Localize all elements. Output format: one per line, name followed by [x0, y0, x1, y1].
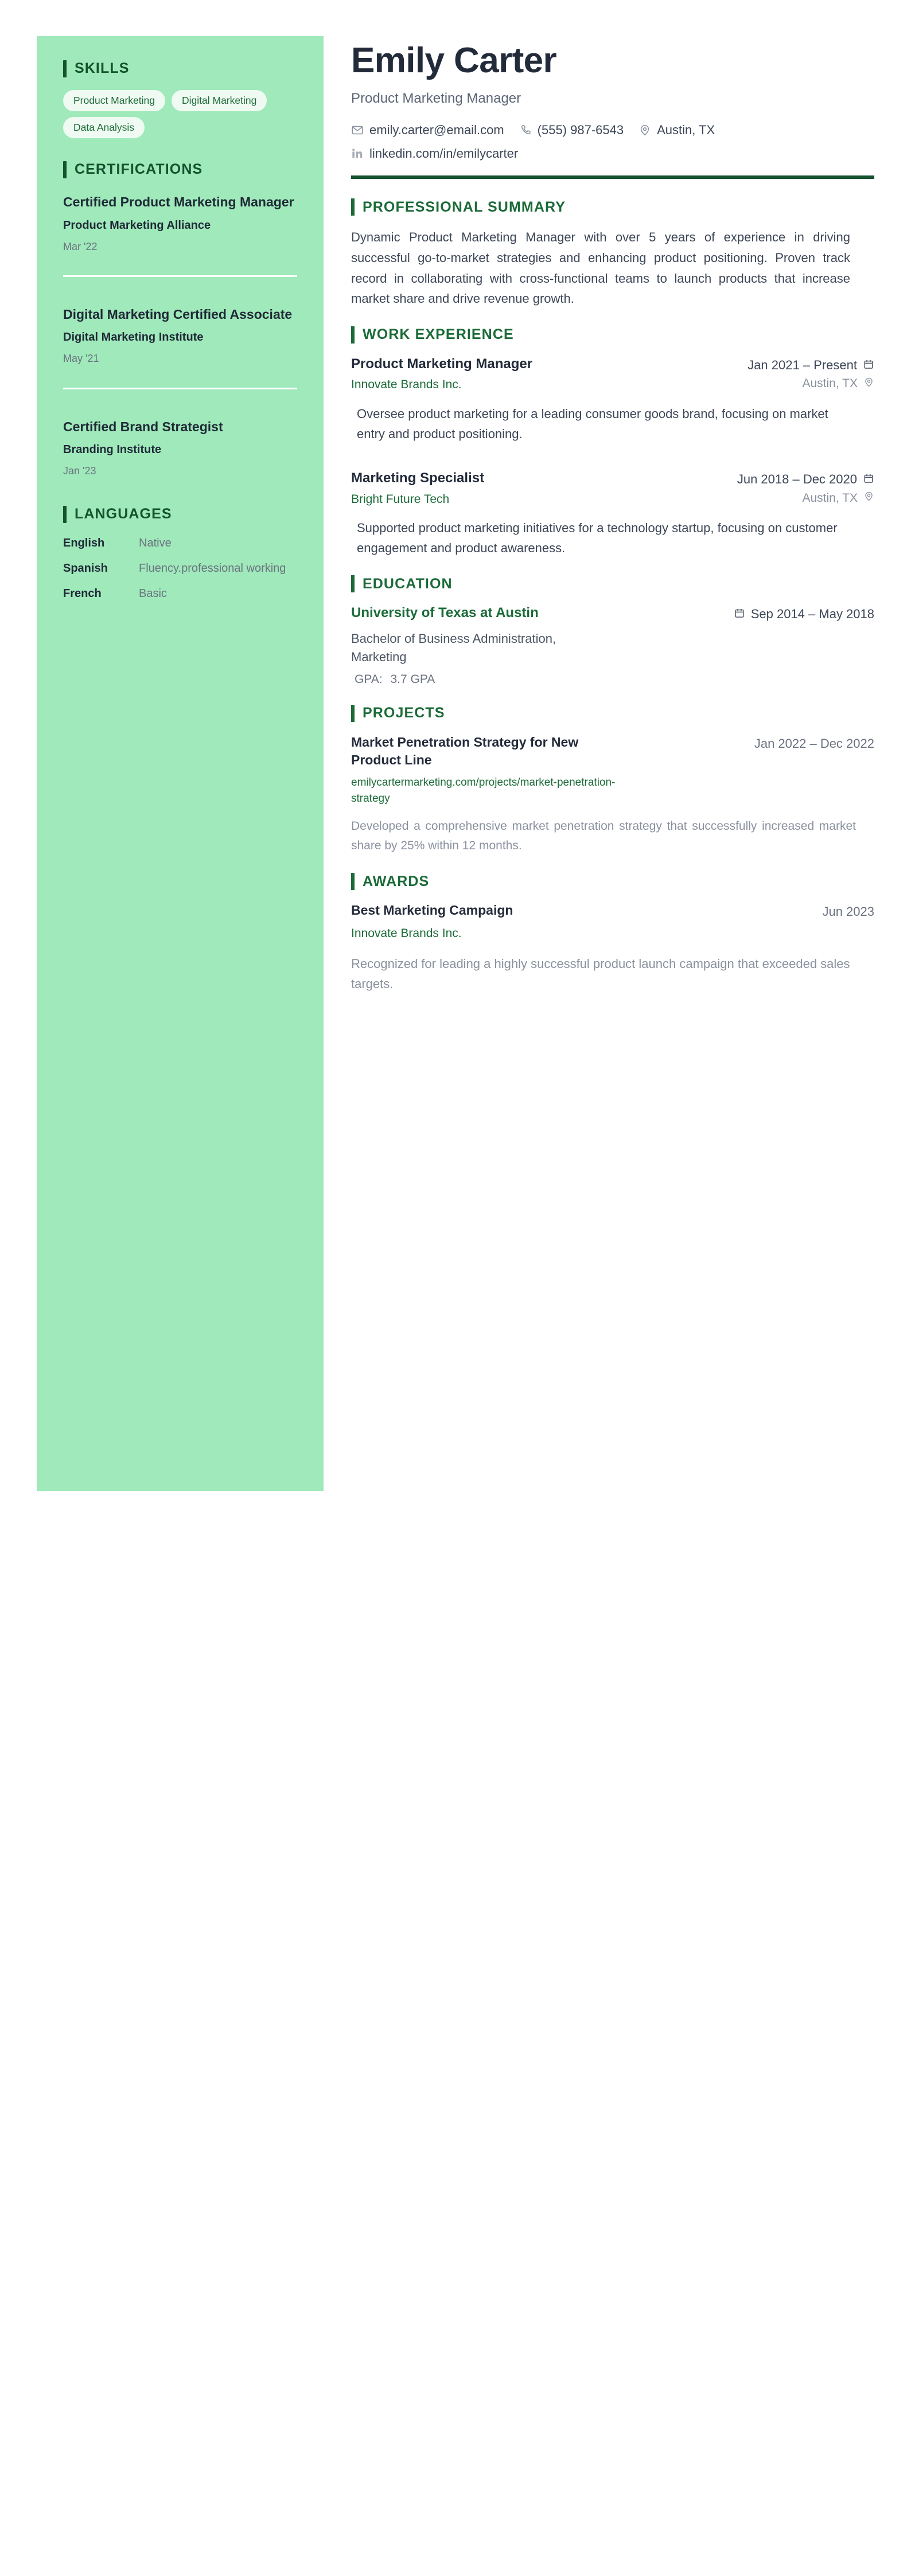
summary-heading	[351, 198, 874, 216]
work-location: Austin, TX	[802, 377, 858, 391]
skills-pill-list	[63, 90, 297, 138]
envelope-icon	[351, 124, 364, 136]
skill-pill[interactable]: Product Marketing	[63, 90, 165, 111]
language-level: Basic	[139, 587, 167, 600]
education-entry	[351, 604, 874, 688]
work-company: Bright Future Tech	[351, 492, 450, 506]
language-row	[63, 561, 297, 576]
sidebar	[37, 36, 324, 1491]
work-entry-left	[351, 469, 723, 487]
certification-item	[63, 416, 297, 478]
certification-item	[63, 191, 297, 253]
work-location: Austin, TX	[802, 491, 858, 505]
work-company: Innovate Brands Inc.	[351, 378, 462, 392]
certification-issuer: Branding Institute	[63, 443, 162, 456]
award-date: Jun 2023	[822, 904, 874, 919]
map-pin-icon	[639, 124, 651, 136]
linkedin-icon	[351, 147, 364, 160]
work-description: Oversee product marketing for a leading consumer goods brand, focusing on market entry and product positioning.	[357, 406, 828, 441]
section-accent-bar	[351, 198, 355, 216]
section-accent-bar	[63, 506, 67, 523]
work-entry-subheader	[351, 373, 874, 393]
candidate-role: Product Marketing Manager	[351, 90, 521, 106]
certification-issuer: Product Marketing Alliance	[63, 218, 211, 232]
language-row	[63, 536, 297, 551]
sidebar-section-skills	[63, 60, 297, 138]
work-entry	[351, 355, 874, 444]
education-entry-left	[351, 604, 720, 622]
contact-row-primary	[351, 122, 874, 139]
header-divider	[351, 175, 874, 179]
certification-title: Digital Marketing Certified Associate	[63, 306, 293, 322]
work-entry-header	[351, 355, 874, 374]
section-projects	[351, 705, 874, 856]
sidebar-section-languages	[63, 506, 297, 602]
award-org: Innovate Brands Inc.	[351, 927, 462, 940]
contact-phone-text: (555) 987-6543	[537, 123, 624, 138]
education-school: University of Texas at Austin	[351, 605, 539, 621]
project-title: Market Penetration Strategy for New Product Line	[351, 735, 579, 768]
spacer	[351, 459, 874, 469]
summary-text: Dynamic Product Marketing Manager with over 5 years of experience in driving successful go-to-market strategies and enhancing product positioning. Proven track record in collaborating with cross-functional teams to launch products that increase market share and drive revenue growth.	[351, 230, 850, 306]
section-accent-bar	[351, 705, 355, 722]
education-gpa-label: GPA:	[355, 672, 383, 686]
section-work-experience	[351, 326, 874, 559]
map-pin-icon	[863, 377, 874, 391]
calendar-icon	[734, 607, 745, 622]
education-date: Sep 2014 – May 2018	[750, 607, 874, 622]
map-pin-icon	[863, 491, 874, 505]
section-accent-bar	[63, 60, 67, 77]
work-entry-header	[351, 469, 874, 488]
certifications-heading	[63, 161, 297, 178]
work-job-title: Marketing Specialist	[351, 470, 485, 486]
section-accent-bar	[351, 575, 355, 592]
summary-title: PROFESSIONAL SUMMARY	[363, 198, 566, 215]
skill-pill[interactable]: Digital Marketing	[172, 90, 267, 111]
language-name: English	[63, 537, 105, 550]
work-title: WORK EXPERIENCE	[363, 326, 514, 343]
awards-heading	[351, 873, 874, 890]
awards-title: AWARDS	[363, 873, 430, 889]
languages-title: LANGUAGES	[75, 505, 172, 522]
main-column	[324, 36, 897, 1045]
project-description: Developed a comprehensive market penetration strategy that successfully increased market share by 25% within 12 months.	[351, 819, 856, 853]
contact-phone[interactable]	[519, 122, 624, 139]
work-date: Jun 2018 – Dec 2020	[737, 472, 857, 487]
language-row	[63, 586, 297, 602]
certifications-title: CERTIFICATIONS	[75, 161, 203, 178]
language-name: Spanish	[63, 562, 108, 575]
skill-pill[interactable]: Data Analysis	[63, 117, 145, 138]
work-job-title: Product Marketing Manager	[351, 356, 533, 372]
education-date-block	[734, 604, 874, 623]
contact-row-secondary	[351, 146, 874, 162]
calendar-icon	[863, 358, 874, 373]
work-description: Supported product marketing initiatives for a technology startup, focusing on customer engagement and product awareness.	[357, 521, 838, 556]
contact-email-text: emily.carter@email.com	[369, 123, 504, 138]
education-heading	[351, 575, 874, 592]
certification-date: May '21	[63, 353, 99, 365]
sidebar-section-certifications	[63, 161, 297, 478]
work-entry-date-block	[748, 355, 874, 374]
work-date: Jan 2021 – Present	[748, 357, 857, 372]
contact-linkedin-text: linkedin.com/in/emilycarter	[369, 146, 519, 161]
calendar-icon	[863, 473, 874, 487]
certification-title: Certified Product Marketing Manager	[63, 194, 294, 209]
project-entry	[351, 733, 874, 856]
award-title: Best Marketing Campaign	[351, 903, 513, 918]
phone-icon	[519, 124, 532, 136]
skills-title: SKILLS	[75, 60, 130, 77]
section-accent-bar	[351, 873, 355, 890]
certification-date: Jan '23	[63, 465, 96, 477]
skills-heading	[63, 60, 297, 77]
certification-item	[63, 303, 297, 366]
award-description: Recognized for leading a highly successful product launch campaign that exceeded sales targets.	[351, 956, 850, 992]
contact-location-text: Austin, TX	[657, 123, 715, 138]
section-accent-bar	[351, 326, 355, 344]
work-entry-location-block	[803, 373, 875, 391]
work-entry-location-block	[803, 488, 875, 506]
projects-title: PROJECTS	[363, 705, 445, 721]
project-link[interactable]: emilycartermarketing.com/projects/market-penetration-strategy	[351, 776, 616, 805]
work-entry	[351, 469, 874, 558]
certification-date: Mar '22	[63, 240, 98, 252]
candidate-name: Emily Carter	[351, 41, 557, 80]
section-awards	[351, 873, 874, 994]
award-entry	[351, 901, 874, 994]
education-title: EDUCATION	[363, 575, 453, 592]
languages-heading	[63, 506, 297, 523]
contact-linkedin[interactable]	[351, 146, 518, 162]
work-heading	[351, 326, 874, 344]
work-entry-date-block	[737, 469, 874, 488]
section-accent-bar	[63, 161, 67, 178]
project-date-block	[754, 733, 874, 752]
projects-heading	[351, 705, 874, 722]
certification-divider	[63, 275, 297, 277]
award-date-block	[822, 901, 874, 920]
contact-location	[639, 122, 715, 139]
work-entry-left	[351, 355, 734, 373]
language-level: Fluency.professional working	[139, 561, 286, 575]
project-entry-header	[351, 733, 874, 806]
section-professional-summary	[351, 198, 874, 309]
project-entry-left	[351, 733, 741, 806]
language-name: French	[63, 587, 102, 600]
certification-issuer: Digital Marketing Institute	[63, 331, 204, 344]
section-education	[351, 575, 874, 688]
education-gpa-value: 3.7 GPA	[390, 672, 435, 686]
education-entry-header	[351, 604, 874, 623]
certification-divider	[63, 388, 297, 389]
project-date: Jan 2022 – Dec 2022	[754, 736, 874, 751]
award-entry-header	[351, 901, 874, 942]
award-entry-left	[351, 901, 808, 942]
work-entry-subheader	[351, 488, 874, 508]
education-degree: Bachelor of Business Administration, Marketing	[351, 631, 556, 664]
contact-email[interactable]	[351, 122, 504, 139]
certification-title: Certified Brand Strategist	[63, 419, 223, 434]
language-level: Native	[139, 536, 172, 549]
education-gpa	[351, 671, 874, 688]
